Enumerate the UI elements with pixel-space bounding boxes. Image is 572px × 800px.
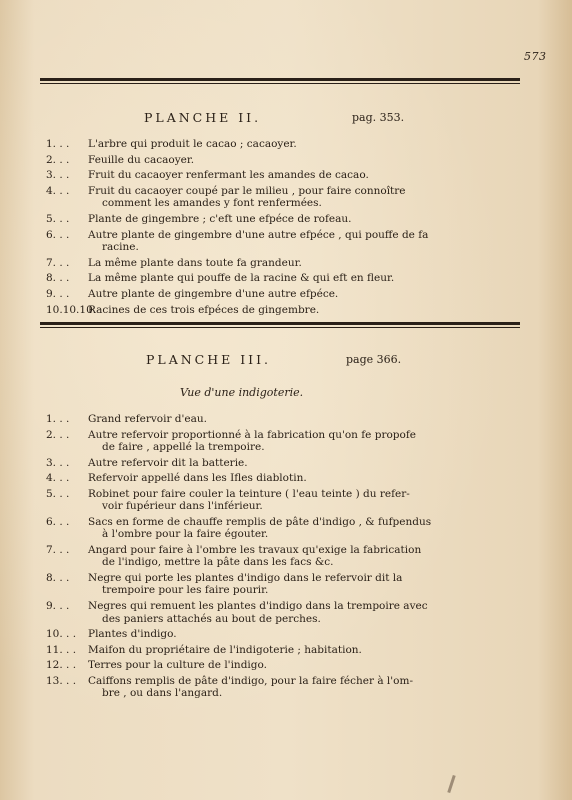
- list-item: [46, 544, 506, 569]
- plate-iii-page-ref: page 366.: [346, 353, 402, 366]
- item-text: Negre qui porte les plantes d'indigo dans le refervoir dit la: [88, 571, 403, 584]
- item-text: Autre refervoir dit la batterie.: [88, 456, 248, 469]
- list-item: [46, 675, 506, 700]
- item-text-continued: bre , ou dans l'angard.: [102, 687, 223, 700]
- item-number: 9. . .: [46, 600, 70, 612]
- item-text: Refervoir appellé dans les Ifles diablotin.: [88, 472, 307, 485]
- page-number: 573: [524, 50, 547, 63]
- item-number: 4. . .: [46, 472, 70, 485]
- item-number: 13. . .: [46, 674, 77, 687]
- item-number: 2. . .: [46, 153, 70, 166]
- plate-iii-title: PLANCHE III.: [146, 352, 272, 367]
- item-text-continued: de l'indigo, mettre la pâte dans les facs &c.: [102, 556, 334, 569]
- ink-mark: [447, 775, 455, 793]
- item-number: 9. . .: [46, 288, 70, 300]
- item-text-continued: comment les amandes y font renfermées.: [102, 197, 322, 210]
- list-item: [46, 628, 506, 641]
- item-text: Racines de ces trois efpéces de gingembre.: [88, 303, 320, 316]
- list-item: [46, 257, 506, 270]
- item-text: L'arbre qui produit le cacao ; cacaoyer.: [88, 138, 297, 150]
- plate-iii-subtitle: Vue d'une indigoterie.: [180, 386, 304, 399]
- item-text: Plantes d'indigo.: [88, 628, 177, 641]
- top-rule: [40, 78, 520, 84]
- item-text-continued: voir fupérieur dans l'inférieur.: [102, 500, 263, 513]
- list-item: [46, 213, 506, 226]
- item-text: Maifon du propriétaire de l'indigoterie ; habitation.: [88, 643, 362, 656]
- item-text: Robinet pour faire couler la teinture ( l'eau teinte ) du refer-: [88, 487, 410, 500]
- item-text: Fruit du cacaoyer coupé par le milieu , pour faire connoître: [88, 184, 406, 197]
- item-number: 6. . .: [46, 515, 70, 528]
- item-text: Grand refervoir d'eau.: [88, 413, 207, 425]
- item-text: La même plante qui pouffe de la racine & qui eft en fleur.: [88, 272, 395, 285]
- item-number: 7. . .: [46, 256, 70, 269]
- item-number: 3. . .: [46, 456, 70, 469]
- list-item: [46, 272, 506, 285]
- list-item: [46, 659, 506, 672]
- item-text-continued: des paniers attachés au bout de perches.: [102, 612, 321, 625]
- list-item: [46, 169, 506, 182]
- list-item: [46, 288, 506, 301]
- item-text: Sacs en forme de chauffe remplis de pâte d'indigo , & fufpendus: [88, 515, 432, 528]
- item-text: Negres qui remuent les plantes d'indigo dans la trempoire avec: [88, 600, 428, 612]
- item-number: 6. . .: [46, 228, 70, 241]
- item-text: Feuille du cacaoyer.: [88, 153, 195, 166]
- middle-rule: [40, 322, 520, 328]
- item-text: Terres pour la culture de l'indigo.: [88, 659, 267, 672]
- item-text-continued: trempoire pour les faire pourir.: [102, 584, 269, 597]
- list-item: [46, 229, 506, 254]
- item-text-continued: de faire , appellé la trempoire.: [102, 441, 265, 453]
- item-text: Autre refervoir proportionné à la fabrication qu'on fe propofe: [88, 428, 416, 441]
- item-text: Autre plante de gingembre d'une autre efpéce , qui pouffe de fa: [88, 228, 429, 241]
- item-number: 1. . .: [46, 413, 70, 425]
- item-number: 5. . .: [46, 213, 70, 225]
- list-item: [46, 429, 506, 454]
- list-item: [46, 185, 506, 210]
- item-text-continued: racine.: [102, 241, 139, 254]
- item-number: 4. . .: [46, 184, 70, 197]
- list-item: [46, 600, 506, 625]
- list-item: [46, 516, 506, 541]
- item-number: 8. . .: [46, 571, 70, 584]
- item-number: 5. . .: [46, 487, 70, 500]
- item-number: 10.10.10.: [46, 303, 97, 316]
- list-item: [46, 304, 506, 317]
- item-text: Angard pour faire à l'ombre les travaux qu'exige la fabrication: [88, 543, 422, 556]
- list-item: [46, 472, 506, 485]
- list-item: [46, 138, 506, 151]
- list-item: [46, 572, 506, 597]
- plate-ii-page-ref: pag. 353.: [352, 111, 405, 124]
- plate-ii-title: PLANCHE II.: [144, 110, 262, 125]
- list-item: [46, 413, 506, 426]
- list-item: [46, 457, 506, 470]
- item-text: Caiffons remplis de pâte d'indigo, pour la faire fécher à l'om-: [88, 674, 414, 687]
- item-number: 2. . .: [46, 428, 70, 441]
- item-number: 12. . .: [46, 659, 77, 672]
- item-number: 7. . .: [46, 543, 70, 556]
- item-number: 3. . .: [46, 169, 70, 182]
- item-text: Autre plante de gingembre d'une autre efpéce.: [88, 288, 339, 300]
- list-item: [46, 644, 506, 657]
- list-item: [46, 488, 506, 513]
- item-text: Fruit du cacaoyer renfermant les amandes de cacao.: [88, 169, 369, 182]
- item-text: La même plante dans toute fa grandeur.: [88, 256, 302, 269]
- item-text: Plante de gingembre ; c'eft une efpéce de rofeau.: [88, 213, 352, 225]
- item-number: 11. . .: [46, 643, 77, 656]
- item-number: 1. . .: [46, 138, 70, 150]
- item-number: 8. . .: [46, 272, 70, 285]
- list-item: [46, 154, 506, 167]
- item-text-continued: à l'ombre pour la faire égouter.: [102, 528, 269, 541]
- item-number: 10. . .: [46, 628, 77, 641]
